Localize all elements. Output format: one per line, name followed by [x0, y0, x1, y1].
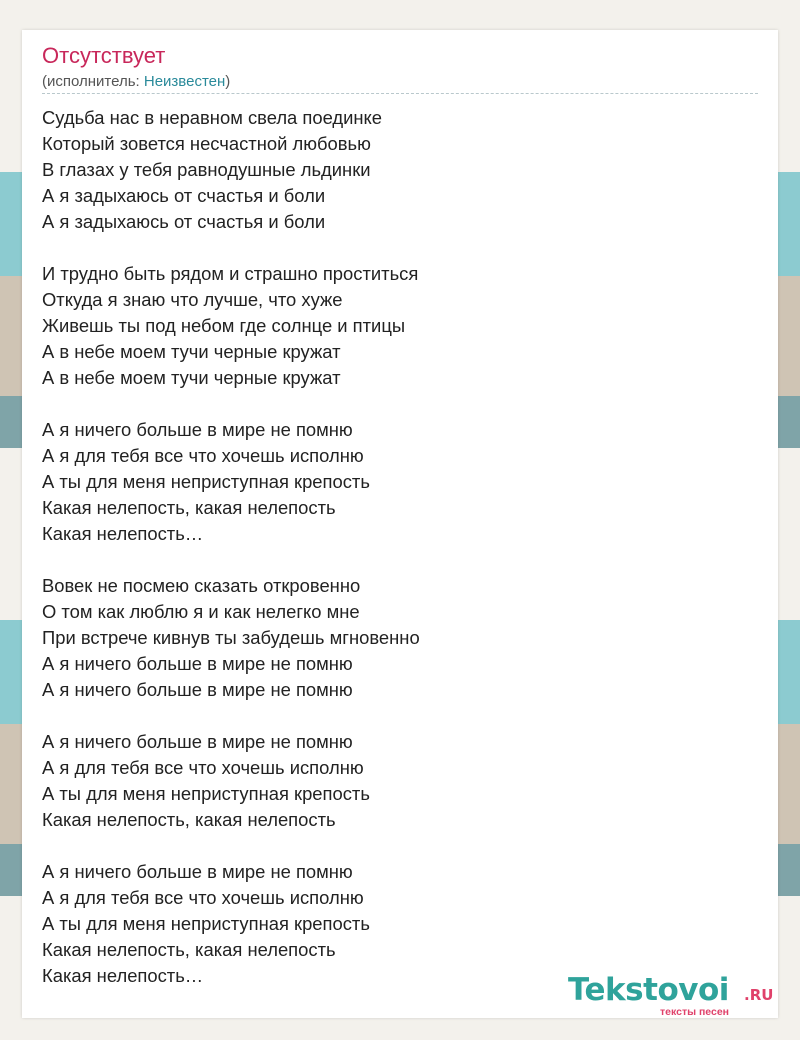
lyric-line: А ты для меня неприступная крепость — [42, 471, 370, 492]
lyric-line: Какая нелепость, какая нелепость — [42, 809, 336, 830]
title-divider — [42, 93, 758, 94]
stanza-break — [42, 703, 758, 729]
lyric-line: А я задыхаюсь от счастья и боли — [42, 185, 326, 206]
lyric-line: А я для тебя все что хочешь исполню — [42, 445, 364, 466]
lyric-line: А я ничего больше в мире не помню — [42, 861, 353, 882]
lyric-line: И трудно быть рядом и страшно проститься — [42, 263, 419, 284]
stanza-break — [42, 547, 758, 573]
stanza-break — [42, 391, 758, 417]
lyric-line: А я ничего больше в мире не помню — [42, 731, 353, 752]
stanza-break — [42, 833, 758, 859]
lyric-line: А ты для меня неприступная крепость — [42, 783, 370, 804]
lyric-line: В глазах у тебя равнодушные льдинки — [42, 159, 371, 180]
song-title: Отсутствует — [42, 43, 166, 68]
lyric-line: Какая нелепость… — [42, 523, 204, 544]
lyric-line: А я ничего больше в мире не помню — [42, 679, 353, 700]
lyric-line: Какая нелепость… — [42, 965, 204, 986]
performer-suffix: ) — [225, 73, 231, 90]
lyric-line: При встрече кивнув ты забудешь мгновенно — [42, 627, 420, 648]
logo-tagline: тексты песен — [660, 1006, 730, 1018]
lyric-line: Откуда я знаю что лучше, что хуже — [42, 289, 343, 310]
lyric-line: Какая нелепость, какая нелепость — [42, 497, 336, 518]
lyric-line: А в небе моем тучи черные кружат — [42, 341, 341, 362]
lyric-line: А я задыхаюсь от счастья и боли — [42, 211, 326, 232]
lyric-line: Живешь ты под небом где солнце и птицы — [42, 315, 406, 336]
lyric-line: А ты для меня неприступная крепость — [42, 913, 370, 934]
lyric-line: А в небе моем тучи черные кружат — [42, 367, 341, 388]
artist-link[interactable]: Неизвестен — [143, 73, 226, 90]
lyric-line: Какая нелепость, какая нелепость — [42, 939, 336, 960]
lyrics-text — [42, 105, 758, 989]
performer-prefix: (исполнитель: — [42, 73, 144, 90]
lyrics-card — [22, 30, 778, 1018]
lyric-line: О том как люблю я и как нелегко мне — [42, 601, 360, 622]
lyric-line: А я для тебя все что хочешь исполню — [42, 887, 364, 908]
lyric-line: Вовек не посмею сказать откровенно — [42, 575, 361, 596]
logo-tld: .RU — [744, 986, 774, 1004]
stanza-break — [42, 235, 758, 261]
lyric-line: А я ничего больше в мире не помню — [42, 419, 353, 440]
site-logo[interactable] — [568, 972, 778, 1016]
lyric-line: А я ничего больше в мире не помню — [42, 653, 353, 674]
logo-wordmark: Tekstovoi — [568, 972, 729, 1008]
lyric-line: Который зовется несчастной любовью — [42, 133, 371, 154]
performer-line — [42, 73, 230, 90]
lyric-line: Судьба нас в неравном свела поединке — [42, 107, 383, 128]
lyric-line: А я для тебя все что хочешь исполню — [42, 757, 364, 778]
